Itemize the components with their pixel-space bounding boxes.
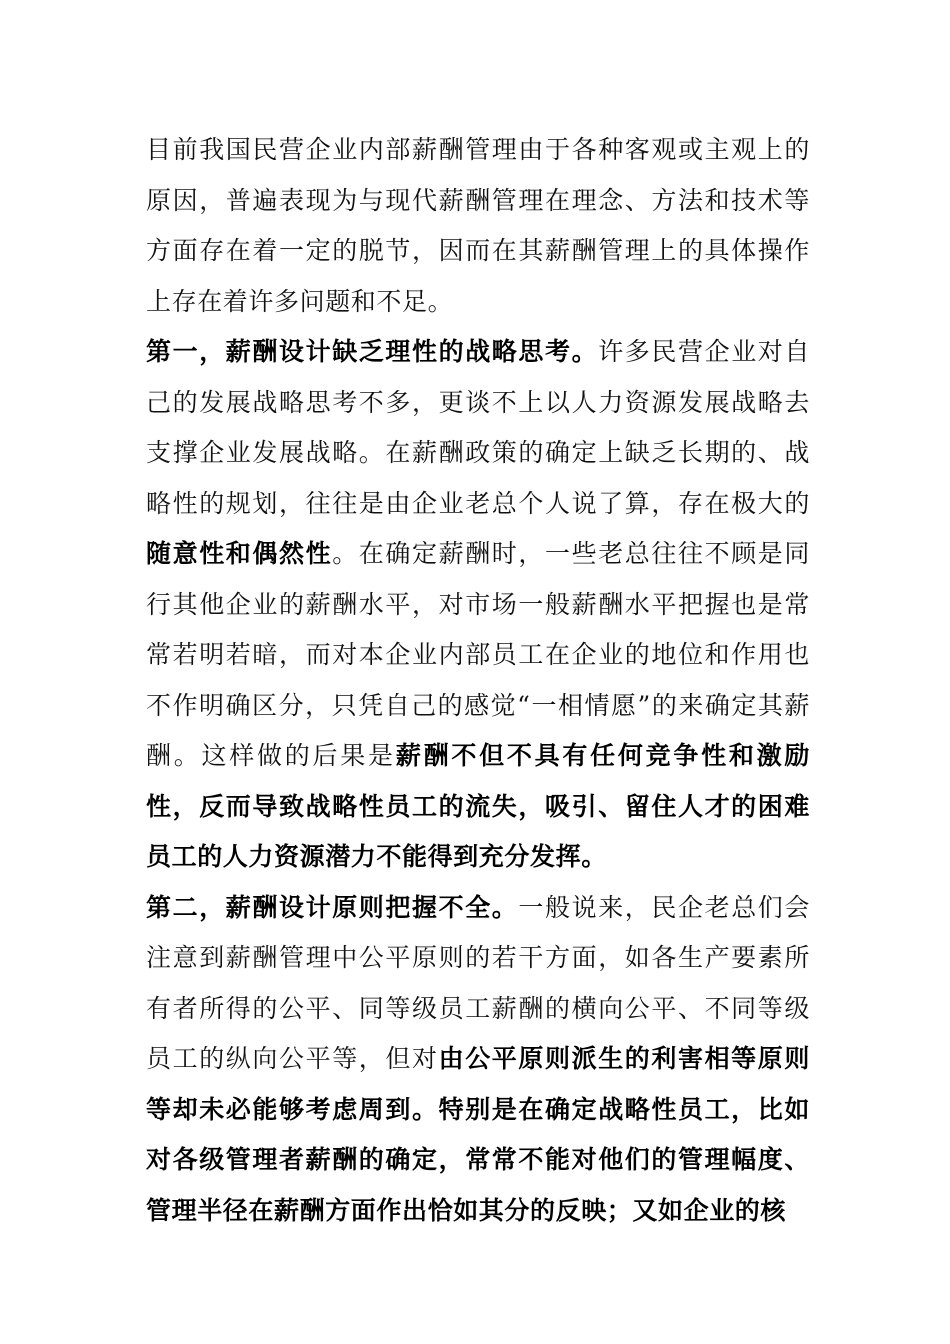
paragraph-second-point: [146, 883, 810, 1237]
intro-text: 目前我国民营企业内部薪酬管理由于各种客观或主观上的原因，普遍表现为与现代薪酬管理在理念、方法和技术等方面存在着一定的脱节，因而在其薪酬管理上的具体操作上存在着许多问题和不足。: [146, 135, 810, 316]
first-point-consequence: 薪酬不但不具有任何竞争性和激励性，反而导致战略性员工的流失，吸引、留住人才的困难员工的人力资源潜力不能得到充分发挥。: [146, 741, 810, 871]
paragraph-intro: [146, 125, 810, 327]
second-point-heading: 第二，薪酬设计原则把握不全。: [146, 892, 519, 922]
first-point-text: 许多民营企业对自己的发展战略思考不多，更谈不上以人力资源发展战略去支撑企业发展战略。在薪酬政策的确定上缺乏长期的、战略性的规划，往往是由企业老总个人说了算，存在极大的: [146, 337, 810, 518]
first-point-text-continued: 。在确定薪酬时，一些老总往往不顾是同行其他企业的薪酬水平，对市场一般薪酬水平把握也是常常若明若暗，而对本企业内部员工在企业的地位和作用也不作明确区分，只凭自己的感觉“一相情愿”的来确定其薪酬。这样做的后果是: [146, 539, 810, 770]
first-point-emphasis: 随意性和偶然性: [146, 539, 333, 568]
second-point-emphasis: 由公平原则派生的利害相等原则等却未必能够考虑周到。特别是在确定战略性员工，比如对各级管理者薪酬的确定，常常不能对他们的管理幅度、管理半径在薪酬方面作出恰如其分的反映；又如企业的核: [146, 1044, 810, 1225]
paragraph-first-point: [146, 327, 810, 883]
second-point-text: 一般说来，民企老总们会注意到薪酬管理中公平原则的若干方面，如各生产要素所有者所得的公平、同等级员工薪酬的横向公平、不同等级员工的纵向公平等，但对: [146, 892, 811, 1073]
document-body: [146, 125, 810, 1236]
first-point-heading: 第一，薪酬设计缺乏理性的战略思考。: [146, 337, 599, 366]
